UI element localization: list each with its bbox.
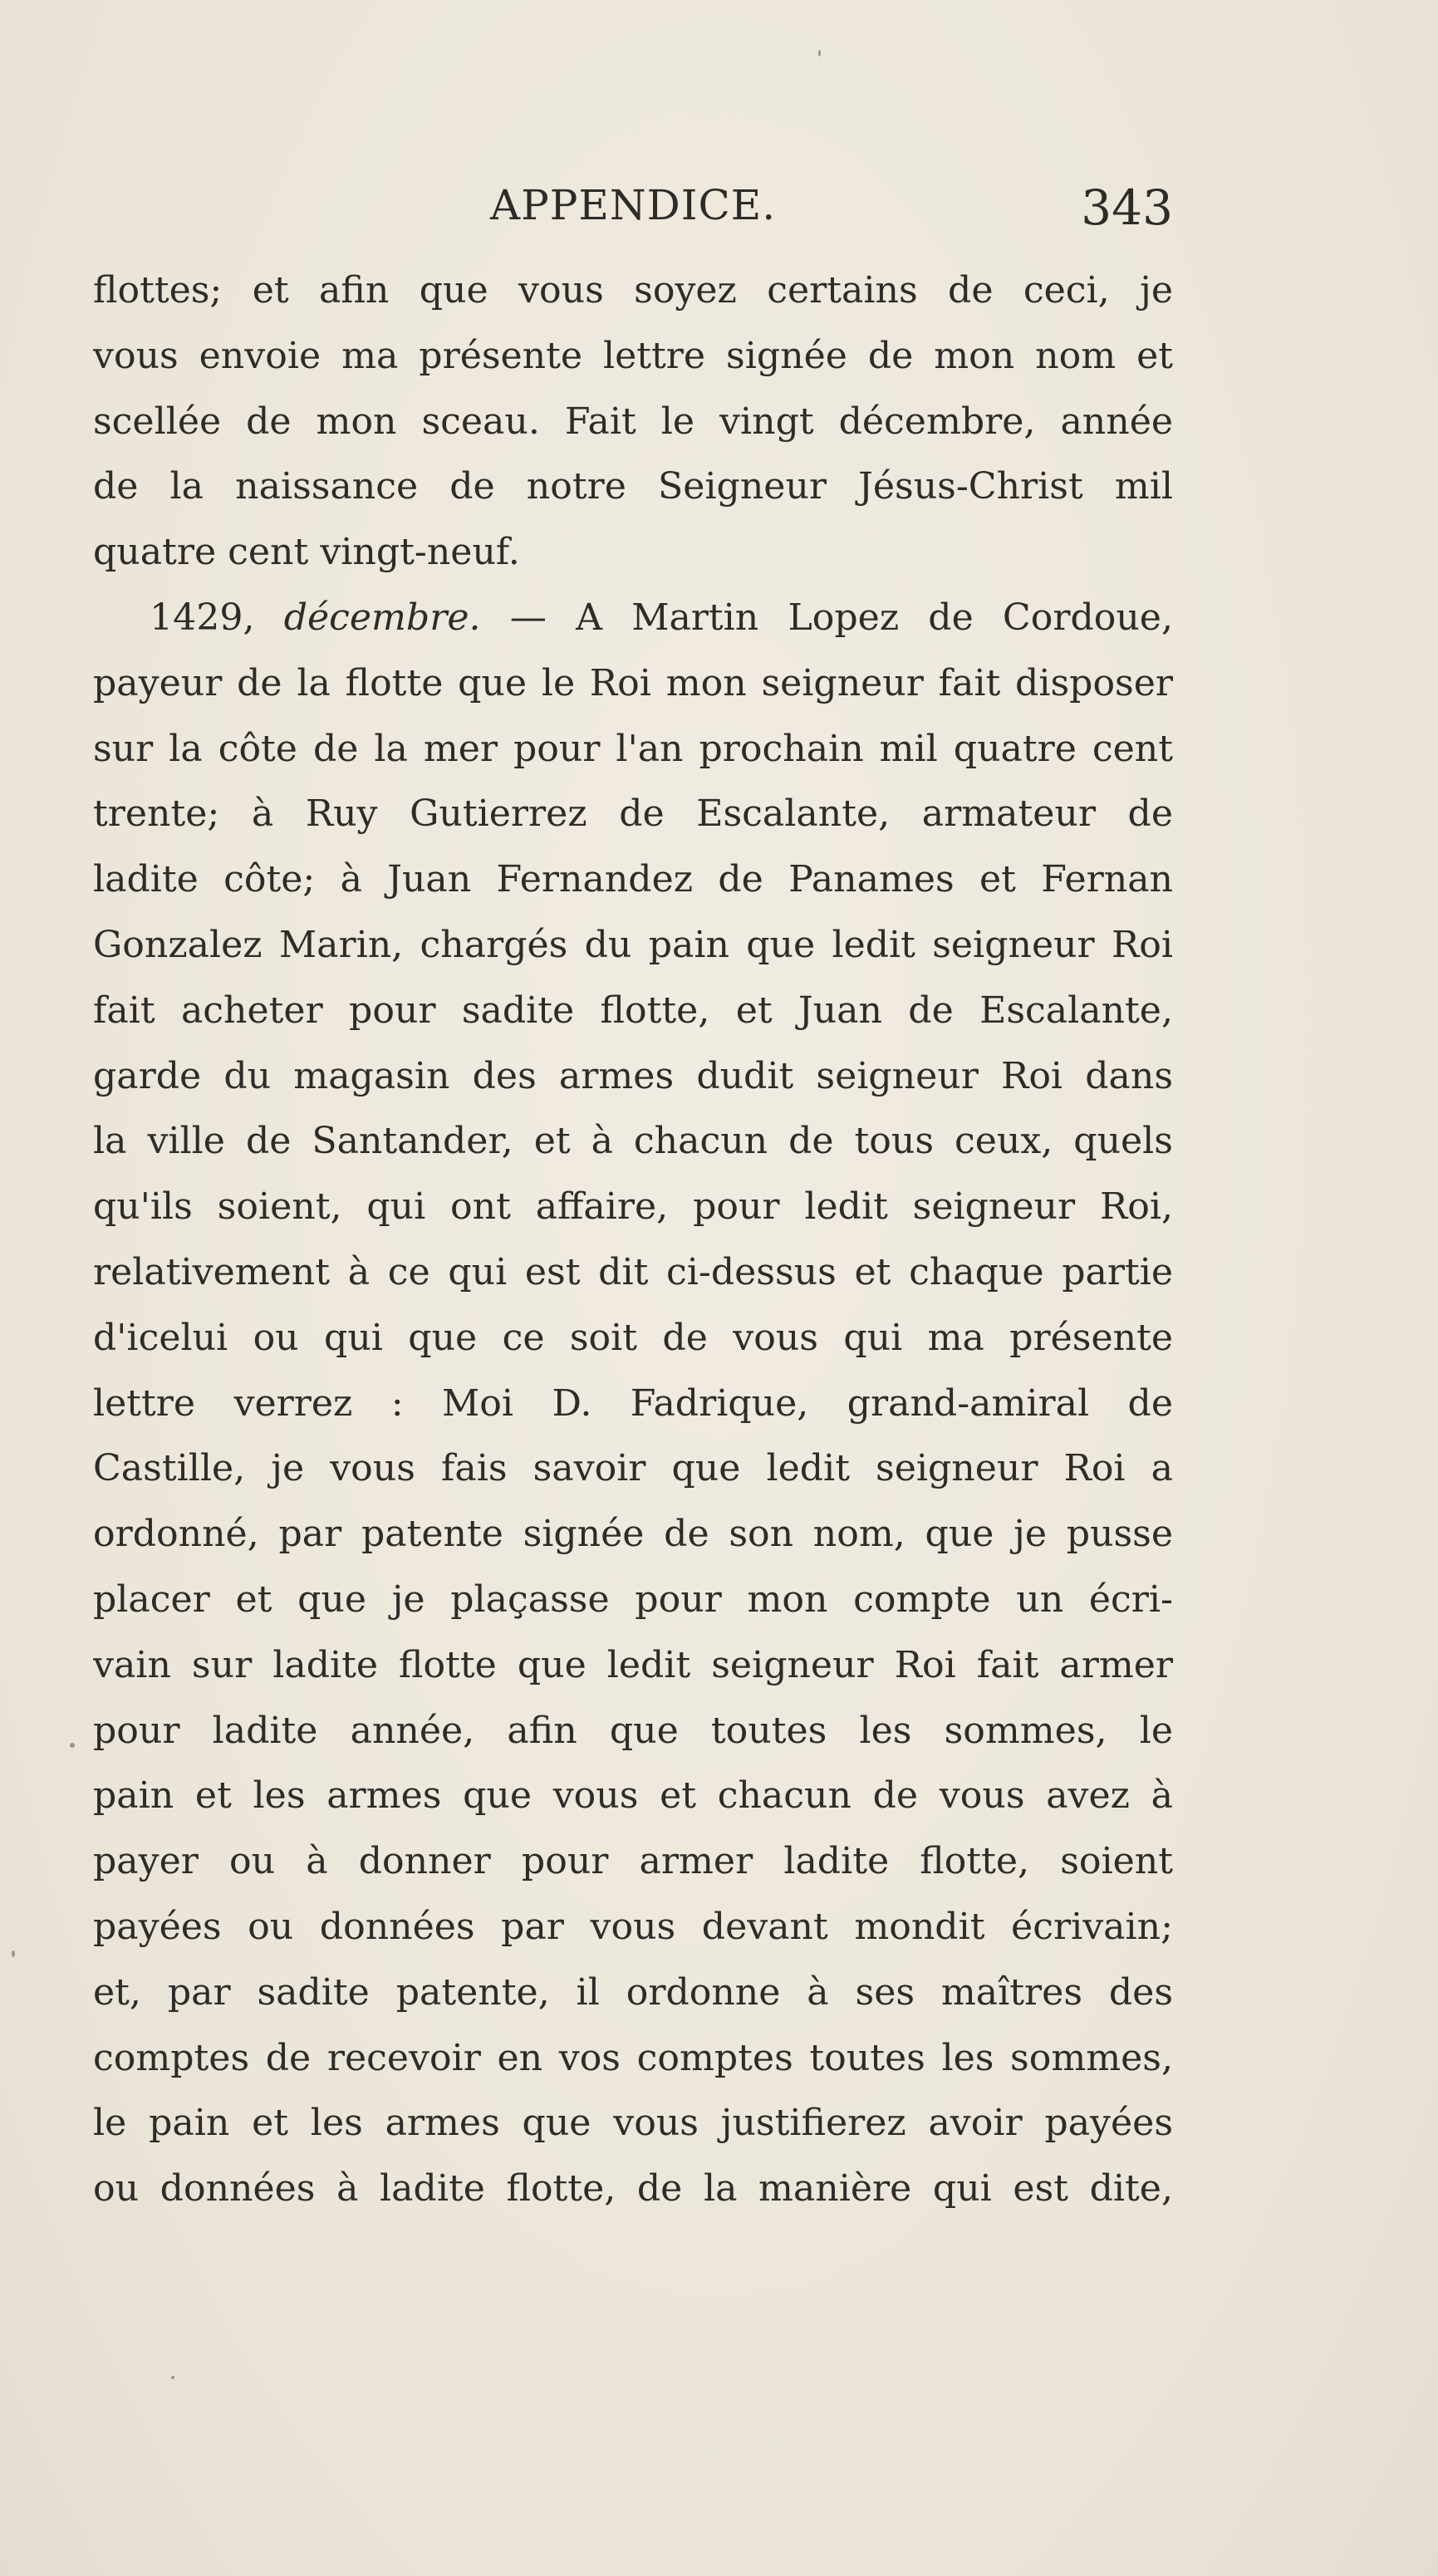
text-line: garde du magasin des armes dudit seigneur Roi dans — [93, 1054, 1173, 1097]
text-line: pain et les armes que vous et chacun de vous avez à — [93, 1774, 1173, 1818]
entry-year: 1429 — [150, 596, 243, 639]
text-line: le pain et les armes que vous justifierez avoir payées — [93, 2102, 1173, 2145]
text-line: trente; à Ruy Gutierrez de Escalante, armateur de — [93, 792, 1173, 836]
body-text — [93, 258, 1173, 2222]
paper-speck — [12, 1950, 15, 1957]
text-line: de la naissance de notre Seigneur Jésus-Christ mil — [93, 465, 1173, 508]
text-line: qu'ils soient, qui ont affaire, pour ledit seigneur Roi, — [93, 1185, 1173, 1229]
text-line: payer ou à donner pour armer ladite flotte, soient — [93, 1840, 1173, 1883]
text-line: flottes; et afin que vous soyez certains de ceci, je — [93, 269, 1173, 312]
text-line: payées ou données par vous devant mondit écrivain; — [93, 1905, 1173, 1948]
text-line: sur la côte de la mer pour l'an prochain mil quatre cent — [93, 727, 1173, 770]
paper-speck — [818, 50, 821, 56]
running-head: APPENDICE. — [490, 181, 777, 229]
text-line: Castille, je vous fais savoir que ledit seigneur Roi a — [93, 1447, 1173, 1490]
text-line: scellée de mon sceau. Fait le vingt décembre, année — [93, 400, 1173, 443]
text-line: Gonzalez Marin, chargés du pain que ledit seigneur Roi — [93, 923, 1173, 966]
entry-month: décembre. — [283, 596, 481, 639]
text-line: quatre cent vingt-neuf. — [93, 531, 520, 574]
page-number: 343 — [1081, 179, 1173, 236]
text-line: comptes de recevoir en vos comptes toutes les sommes, — [93, 2036, 1173, 2079]
text-line: d'icelui ou qui que ce soit de vous qui ma présente — [93, 1316, 1173, 1359]
text-line: fait acheter pour sadite flotte, et Juan de Escalante, — [93, 989, 1173, 1032]
text-line: lettre verrez : Moi D. Fadrique, grand-amiral de — [93, 1381, 1173, 1425]
text-line: placer et que je plaçasse pour mon compte un écri- — [93, 1577, 1173, 1621]
text-line: vain sur ladite flotte que ledit seigneur Roi fait armer — [93, 1643, 1173, 1686]
entry-rest: — A Martin Lopez de Cordoue, — [480, 596, 1173, 639]
text-line: la ville de Santander, et à chacun de tous ceux, quels — [93, 1120, 1173, 1163]
text-line: ordonné, par patente signée de son nom, que je pusse — [93, 1513, 1173, 1556]
text-line: ou données à ladite flotte, de la manière qui est dite, — [93, 2167, 1173, 2210]
text-line: pour ladite année, afin que toutes les sommes, le — [93, 1709, 1173, 1752]
text-line: relativement à ce qui est dit ci-dessus et chaque partie — [93, 1250, 1173, 1293]
entry-heading-line: 1429, décembre. — A Martin Lopez de Cordoue, — [150, 596, 1173, 639]
paper-speck — [171, 2376, 174, 2379]
text-line: vous envoie ma présente lettre signée de mon nom et — [93, 334, 1173, 377]
page-header — [93, 181, 1173, 248]
text-line: payeur de la flotte que le Roi mon seigneur fait disposer — [93, 661, 1173, 704]
text-line: ladite côte; à Juan Fernandez de Panames et Fernan — [93, 858, 1173, 901]
paper-speck — [70, 1743, 75, 1748]
text-line: et, par sadite patente, il ordonne à ses maîtres des — [93, 1970, 1173, 2014]
